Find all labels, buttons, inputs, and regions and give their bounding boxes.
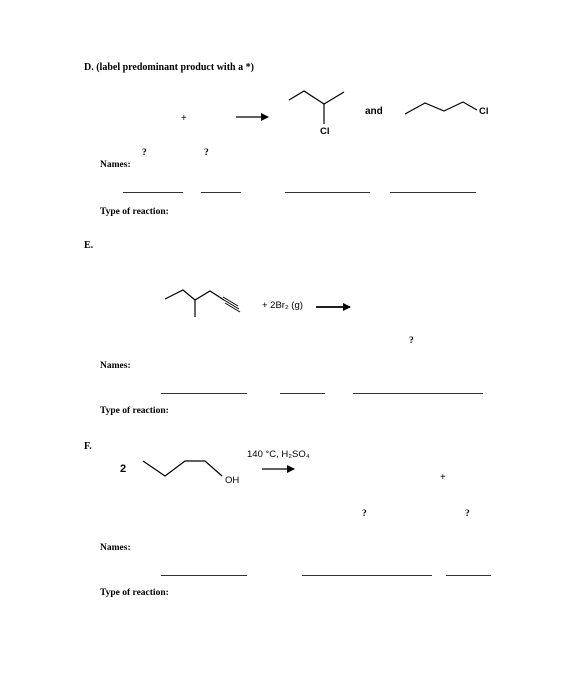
triple-bond [225,303,240,312]
plus-sign: + [440,472,446,483]
reagent-label: + 2Br₂ (g) [262,300,303,311]
unknown-reactant-mark: ? [142,148,147,158]
section-f-heading: F. [84,441,92,452]
chlorine-label: Cl [320,126,330,137]
linear-chloroalkane-structure [405,102,477,114]
unknown-product-mark: ? [465,509,470,519]
and-label: and [365,106,383,117]
triple-bond [223,297,238,306]
names-label: Names: [100,361,131,371]
unknown-reactant-mark: ? [204,148,209,158]
unknown-product-mark: ? [409,336,414,346]
conditions-label: 140 °C, H₂SO₄ [247,449,310,460]
alkyne-structure [165,290,224,300]
reaction-type-label: Type of reaction: [100,588,169,598]
branched-chloroalkane-structure [289,91,344,104]
section-d-heading: D. (label predominant product with a *) [84,62,254,73]
plus-sign: + [181,113,187,124]
coefficient: 2 [120,463,127,475]
reaction-type-label: Type of reaction: [100,406,169,416]
section-e-heading: E. [84,240,94,251]
chlorine-label: Cl [479,106,489,117]
names-label: Names: [100,543,131,553]
unknown-product-mark: ? [362,509,367,519]
names-label: Names: [100,160,131,170]
reaction-type-label: Type of reaction: [100,207,169,217]
alcohol-structure [143,461,222,476]
hydroxyl-label: OH [225,475,240,486]
triple-bond [224,300,239,309]
